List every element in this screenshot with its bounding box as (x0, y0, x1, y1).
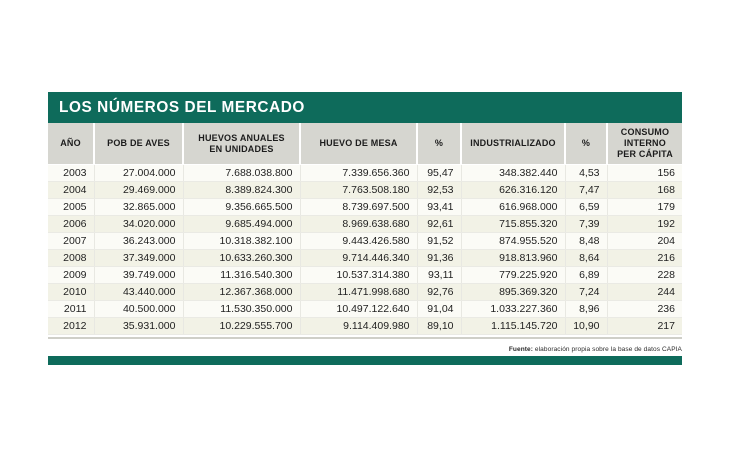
cell-4-3: 9.443.426.580 (300, 233, 417, 250)
table-row (48, 182, 682, 199)
cell-1-5: 626.316.120 (461, 182, 565, 199)
cell-1-4: 92,53 (417, 182, 461, 199)
table-row (48, 165, 682, 182)
cell-2-6: 6,59 (565, 199, 607, 216)
cell-3-0: 2006 (48, 216, 94, 233)
cell-7-6: 7,24 (565, 284, 607, 301)
cell-9-7: 217 (607, 318, 682, 335)
cell-9-6: 10,90 (565, 318, 607, 335)
cell-5-0: 2008 (48, 250, 94, 267)
cell-0-1: 27.004.000 (94, 165, 183, 182)
cell-6-2: 11.316.540.300 (183, 267, 300, 284)
cell-0-7: 156 (607, 165, 682, 182)
cell-0-2: 7.688.038.800 (183, 165, 300, 182)
cell-3-3: 8.969.638.680 (300, 216, 417, 233)
cell-9-1: 35.931.000 (94, 318, 183, 335)
cell-5-7: 216 (607, 250, 682, 267)
cell-5-4: 91,36 (417, 250, 461, 267)
cell-1-0: 2004 (48, 182, 94, 199)
table-row (48, 318, 682, 335)
table-row (48, 284, 682, 301)
cell-6-0: 2009 (48, 267, 94, 284)
cell-6-1: 39.749.000 (94, 267, 183, 284)
cell-8-6: 8,96 (565, 301, 607, 318)
cell-6-5: 779.225.920 (461, 267, 565, 284)
cell-1-6: 7,47 (565, 182, 607, 199)
table-row (48, 216, 682, 233)
cell-0-3: 7.339.656.360 (300, 165, 417, 182)
table-row (48, 250, 682, 267)
column-header-line: CONSUMO INTERNO (620, 127, 670, 148)
column-header-5 (461, 123, 565, 165)
cell-0-0: 2003 (48, 165, 94, 182)
cell-9-5: 1.115.145.720 (461, 318, 565, 335)
column-header-4 (417, 123, 461, 165)
table-row (48, 199, 682, 216)
cell-2-7: 179 (607, 199, 682, 216)
cell-7-2: 12.367.368.000 (183, 284, 300, 301)
cell-3-2: 9.685.494.000 (183, 216, 300, 233)
column-header-line: % (434, 138, 444, 148)
cell-4-7: 204 (607, 233, 682, 250)
cell-8-5: 1.033.227.360 (461, 301, 565, 318)
figure-bottom-bar (48, 356, 682, 365)
cell-1-7: 168 (607, 182, 682, 199)
cell-4-4: 91,52 (417, 233, 461, 250)
column-header-line: PER CÁPITA (617, 149, 673, 159)
cell-8-2: 11.530.350.000 (183, 301, 300, 318)
cell-6-3: 10.537.314.380 (300, 267, 417, 284)
cell-3-7: 192 (607, 216, 682, 233)
column-header-3 (300, 123, 417, 165)
cell-2-5: 616.968.000 (461, 199, 565, 216)
cell-1-2: 8.389.824.300 (183, 182, 300, 199)
cell-4-1: 36.243.000 (94, 233, 183, 250)
column-header-line: HUEVOS ANUALES (198, 132, 285, 143)
column-header-7 (607, 123, 682, 165)
column-header-0 (48, 123, 94, 165)
cell-0-6: 4,53 (565, 165, 607, 182)
cell-8-3: 10.497.122.640 (300, 301, 417, 318)
cell-1-1: 29.469.000 (94, 182, 183, 199)
market-data-table (48, 123, 682, 335)
cell-7-3: 11.471.998.680 (300, 284, 417, 301)
column-header-line: % (581, 138, 591, 148)
cell-6-4: 93,11 (417, 267, 461, 284)
cell-0-5: 348.382.440 (461, 165, 565, 182)
table-row (48, 267, 682, 284)
cell-8-7: 236 (607, 301, 682, 318)
cell-4-2: 10.318.382.100 (183, 233, 300, 250)
cell-7-0: 2010 (48, 284, 94, 301)
cell-5-5: 918.813.960 (461, 250, 565, 267)
cell-2-1: 32.865.000 (94, 199, 183, 216)
cell-7-4: 92,76 (417, 284, 461, 301)
cell-8-4: 91,04 (417, 301, 461, 318)
cell-5-3: 9.714.446.340 (300, 250, 417, 267)
table-body (48, 165, 682, 335)
cell-9-3: 9.114.409.980 (300, 318, 417, 335)
cell-9-0: 2012 (48, 318, 94, 335)
page-title: LOS NÚMEROS DEL MERCADO (59, 98, 305, 116)
cell-6-6: 6,89 (565, 267, 607, 284)
figure-title-bar (48, 92, 682, 123)
cell-4-5: 874.955.520 (461, 233, 565, 250)
cell-0-4: 95,47 (417, 165, 461, 182)
column-header-line: AÑO (60, 138, 81, 148)
cell-3-6: 7,39 (565, 216, 607, 233)
table-header-row (48, 123, 682, 165)
cell-7-1: 43.440.000 (94, 284, 183, 301)
table-row (48, 233, 682, 250)
cell-4-0: 2007 (48, 233, 94, 250)
cell-5-6: 8,64 (565, 250, 607, 267)
cell-7-5: 895.369.320 (461, 284, 565, 301)
source-label: Fuente: (508, 346, 534, 353)
cell-2-0: 2005 (48, 199, 94, 216)
cell-3-5: 715.855.320 (461, 216, 565, 233)
cell-7-7: 244 (607, 284, 682, 301)
table-row (48, 301, 682, 318)
market-figure (48, 92, 682, 365)
cell-5-2: 10.633.260.300 (183, 250, 300, 267)
source-text: elaboración propia sobre la base de datos CAPIA (533, 346, 682, 353)
cell-9-4: 89,10 (417, 318, 461, 335)
column-header-line: INDUSTRIALIZADO (470, 138, 556, 148)
cell-8-1: 40.500.000 (94, 301, 183, 318)
cell-2-3: 8.739.697.500 (300, 199, 417, 216)
cell-3-4: 92,61 (417, 216, 461, 233)
column-header-6 (565, 123, 607, 165)
cell-6-7: 228 (607, 267, 682, 284)
cell-2-2: 9.356.665.500 (183, 199, 300, 216)
cell-2-4: 93,41 (417, 199, 461, 216)
column-header-line: EN UNIDADES (209, 143, 274, 154)
column-header-line: HUEVO DE MESA (319, 138, 398, 148)
column-header-2 (183, 123, 300, 165)
table-bottom-rule (48, 337, 682, 339)
source-note (48, 346, 682, 353)
column-header-line: POB DE AVES (107, 138, 170, 148)
cell-1-3: 7.763.508.180 (300, 182, 417, 199)
table-header (48, 123, 682, 165)
cell-5-1: 37.349.000 (94, 250, 183, 267)
cell-8-0: 2011 (48, 301, 94, 318)
cell-3-1: 34.020.000 (94, 216, 183, 233)
column-header-1 (94, 123, 183, 165)
cell-4-6: 8,48 (565, 233, 607, 250)
cell-9-2: 10.229.555.700 (183, 318, 300, 335)
